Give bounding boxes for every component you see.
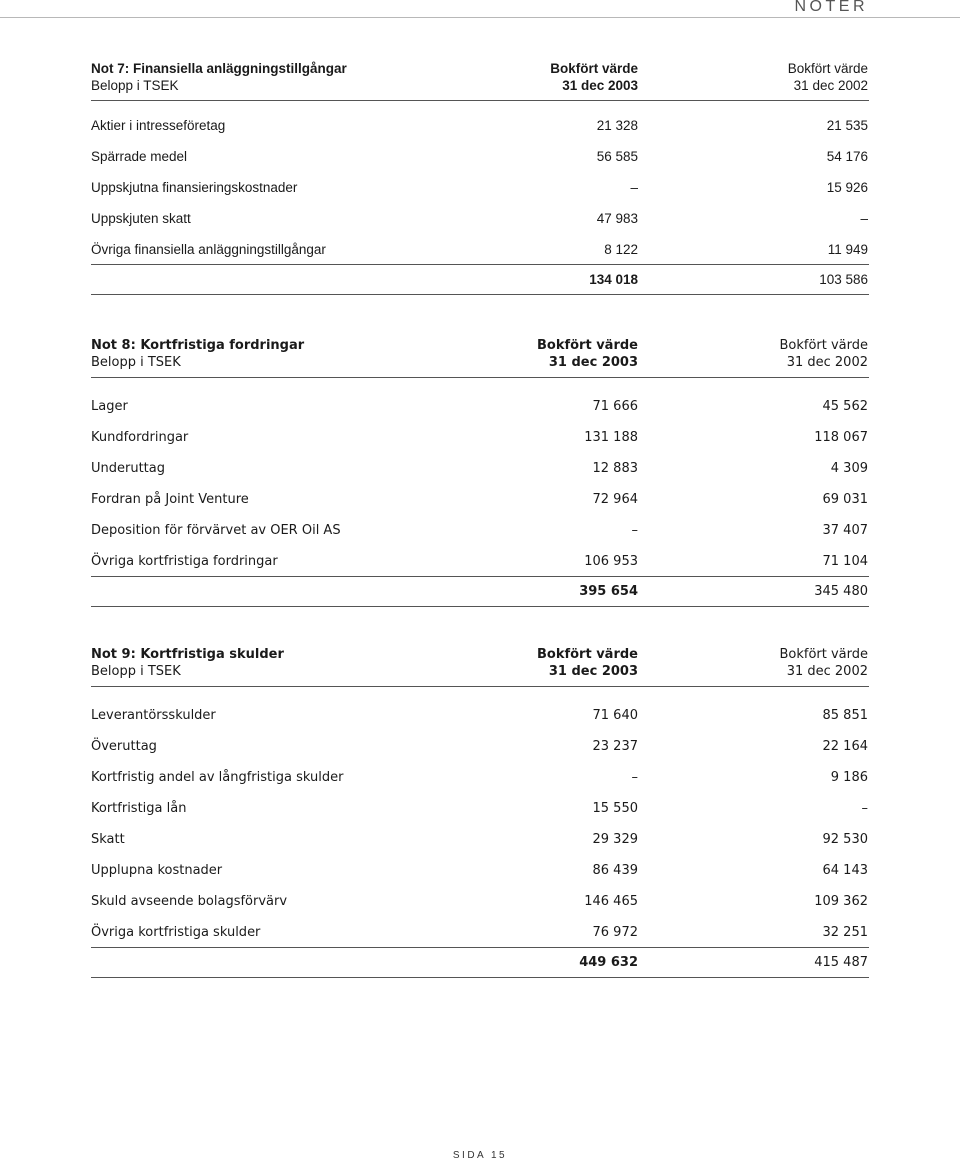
- note-title: Not 7: Finansiella anläggningstillgångar: [91, 61, 347, 76]
- table-row: [91, 708, 869, 724]
- note-subheader-row: [91, 355, 869, 371]
- row-label: Skatt: [91, 832, 125, 847]
- value-2002: 9 186: [830, 770, 868, 785]
- value-2002: 92 530: [822, 832, 868, 847]
- col-2003-heading: Bokfört värde: [536, 338, 638, 353]
- value-2002: 45 562: [822, 399, 868, 414]
- note-subheader-row: [91, 78, 869, 94]
- value-2002: 22 164: [822, 739, 868, 754]
- note-8-short-term-receivables: [91, 338, 869, 607]
- value-2002: 71 104: [822, 554, 868, 569]
- total-row: [91, 584, 869, 600]
- table-row: [91, 523, 869, 539]
- top-rule: [0, 0, 960, 18]
- col-2002-heading: Bokfört värde: [779, 338, 868, 353]
- note-9-short-term-liabilities: [91, 647, 869, 978]
- total-rule: [91, 294, 869, 295]
- row-label: Uppskjutna finansieringskostnader: [91, 180, 298, 195]
- note-title: Not 8: Kortfristiga fordringar: [91, 338, 305, 353]
- row-label: Underuttag: [91, 461, 166, 476]
- row-label: Deposition för förvärvet av OER Oil AS: [91, 523, 341, 538]
- note-header-row: [91, 338, 869, 354]
- section-heading: NOTER: [794, 0, 868, 15]
- total-2002: 345 480: [814, 584, 868, 599]
- value-2003: 131 188: [584, 430, 638, 445]
- table-row: [91, 894, 869, 910]
- col-2003-date: 31 dec 2003: [548, 355, 638, 370]
- total-2002: 103 586: [819, 272, 868, 287]
- value-2002: 11 949: [827, 242, 868, 257]
- table-row: [91, 118, 869, 134]
- value-2003: 76 972: [592, 925, 638, 940]
- value-2003: 86 439: [592, 863, 638, 878]
- value-2002: 118 067: [814, 430, 868, 445]
- total-2003: 449 632: [579, 955, 638, 970]
- col-2003-date: 31 dec 2003: [562, 78, 638, 93]
- note-title: Not 9: Kortfristiga skulder: [91, 647, 284, 662]
- value-2002: 54 176: [826, 149, 868, 164]
- value-2003: 47 983: [596, 211, 638, 226]
- value-2002: 109 362: [814, 894, 868, 909]
- row-label: Kundfordringar: [91, 430, 189, 445]
- total-row: [91, 272, 869, 288]
- table-row: [91, 149, 869, 165]
- value-2003: 29 329: [592, 832, 638, 847]
- table-row: [91, 832, 869, 848]
- table-row: [91, 211, 869, 227]
- value-2002: 37 407: [822, 523, 868, 538]
- value-2003: –: [631, 770, 638, 785]
- value-2002: 64 143: [822, 863, 868, 878]
- col-2002-date: 31 dec 2002: [786, 664, 868, 679]
- row-label: Spärrade medel: [91, 149, 188, 164]
- col-2003-date: 31 dec 2003: [548, 664, 638, 679]
- note-subheader-row: [91, 664, 869, 680]
- row-label: Överuttag: [91, 739, 157, 754]
- value-2002: 85 851: [822, 708, 868, 723]
- row-label: Skuld avseende bolagsförvärv: [91, 894, 288, 909]
- value-2002: 15 926: [826, 180, 868, 195]
- note-header-row: [91, 647, 869, 663]
- table-row: [91, 863, 869, 879]
- value-2003: 146 465: [584, 894, 638, 909]
- value-2003: 21 328: [596, 118, 638, 133]
- table-row: [91, 430, 869, 446]
- col-2002-heading: Bokfört värde: [787, 61, 868, 76]
- table-row: [91, 492, 869, 508]
- row-label: Övriga finansiella anläggningstillgångar: [91, 242, 326, 257]
- subtotal-rule: [91, 576, 869, 577]
- total-2002: 415 487: [814, 955, 868, 970]
- unit-label: Belopp i TSEK: [91, 78, 179, 93]
- value-2003: 72 964: [592, 492, 638, 507]
- subtotal-rule: [91, 264, 869, 265]
- value-2002: 4 309: [830, 461, 868, 476]
- total-row: [91, 955, 869, 971]
- value-2003: 15 550: [592, 801, 638, 816]
- note-7-financial-fixed-assets: [91, 61, 869, 295]
- value-2003: 8 122: [604, 242, 638, 257]
- col-2003-heading: Bokfört värde: [536, 647, 638, 662]
- row-label: Uppskjuten skatt: [91, 211, 191, 226]
- total-2003: 134 018: [589, 272, 638, 287]
- total-rule: [91, 606, 869, 607]
- row-label: Aktier i intresseföretag: [91, 118, 226, 133]
- table-row: [91, 739, 869, 755]
- value-2002: –: [861, 801, 868, 816]
- value-2003: 71 666: [592, 399, 638, 414]
- row-label: Övriga kortfristiga fordringar: [91, 554, 278, 569]
- value-2003: 56 585: [596, 149, 638, 164]
- value-2003: 12 883: [592, 461, 638, 476]
- row-label: Fordran på Joint Venture: [91, 492, 249, 507]
- unit-label: Belopp i TSEK: [91, 355, 181, 370]
- subtotal-rule: [91, 947, 869, 948]
- note-header-row: [91, 61, 869, 77]
- col-2002-date: 31 dec 2002: [793, 78, 868, 93]
- table-row: [91, 801, 869, 817]
- col-2003-heading: Bokfört värde: [550, 61, 638, 76]
- col-2002-heading: Bokfört värde: [779, 647, 868, 662]
- row-label: Kortfristig andel av långfristiga skulder: [91, 770, 344, 785]
- table-row: [91, 461, 869, 477]
- col-2002-date: 31 dec 2002: [786, 355, 868, 370]
- value-2003: –: [630, 180, 638, 195]
- table-row: [91, 242, 869, 258]
- table-row: [91, 554, 869, 570]
- value-2002: 69 031: [822, 492, 868, 507]
- row-label: Upplupna kostnader: [91, 863, 223, 878]
- table-row: [91, 180, 869, 196]
- value-2002: 32 251: [822, 925, 868, 940]
- row-label: Lager: [91, 399, 128, 414]
- row-label: Kortfristiga lån: [91, 801, 187, 816]
- page-number: SIDA 15: [452, 1150, 508, 1161]
- value-2002: 21 535: [826, 118, 868, 133]
- total-rule: [91, 977, 869, 978]
- table-row: [91, 399, 869, 415]
- table-row: [91, 925, 869, 941]
- value-2003: 23 237: [592, 739, 638, 754]
- value-2003: 71 640: [592, 708, 638, 723]
- table-row: [91, 770, 869, 786]
- value-2003: –: [631, 523, 638, 538]
- total-2003: 395 654: [579, 584, 638, 599]
- row-label: Övriga kortfristiga skulder: [91, 925, 261, 940]
- unit-label: Belopp i TSEK: [91, 664, 181, 679]
- value-2003: 106 953: [584, 554, 638, 569]
- row-label: Leverantörsskulder: [91, 708, 216, 723]
- value-2002: –: [860, 211, 868, 226]
